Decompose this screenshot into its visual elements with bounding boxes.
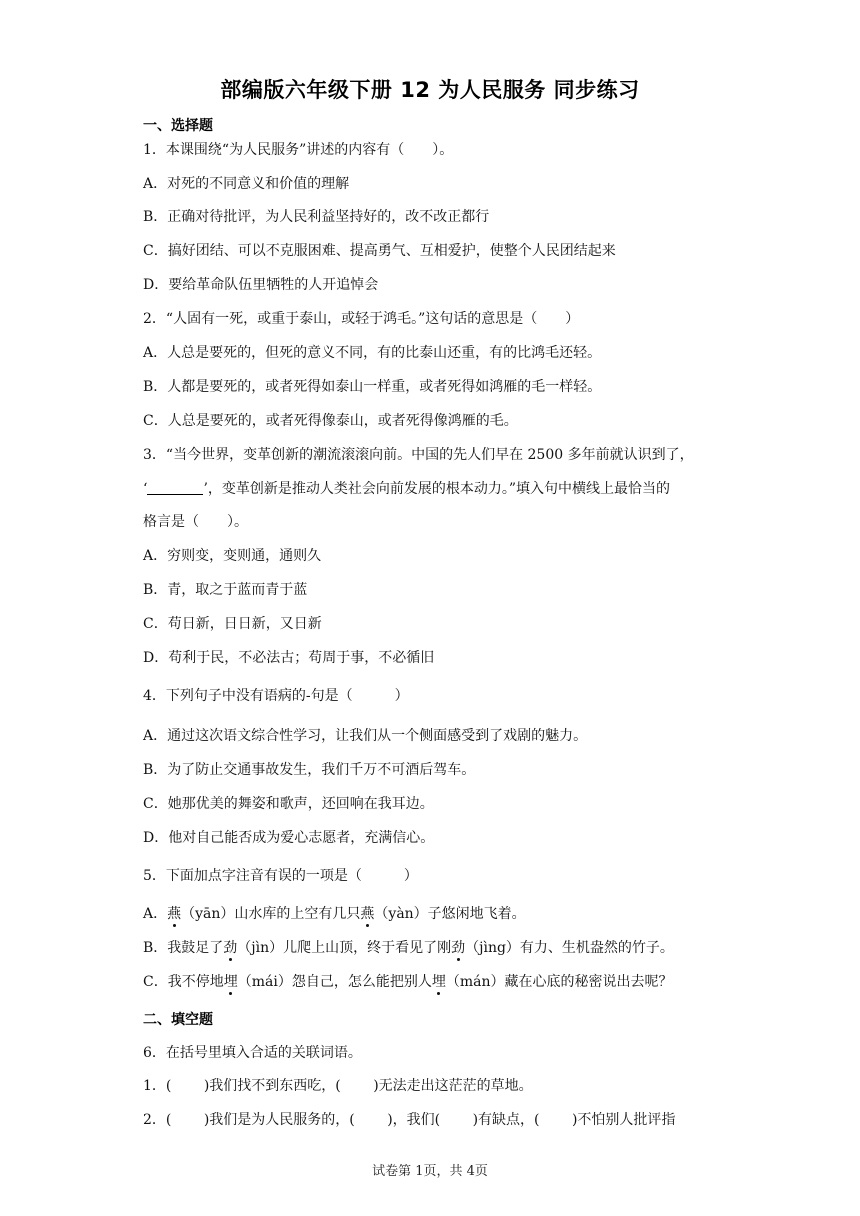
- question-1-option-c: C．搞好团结、可以不克服困难、提高勇气、互相爱护，使整个人民团结起来: [143, 243, 616, 259]
- question-1-option-a: A．对死的不同意义和价值的理解: [143, 176, 350, 192]
- question-2-option-b: B．人都是要死的，或者死得如泰山一样重，或者死得如鸿雁的毛一样轻。: [143, 379, 602, 395]
- answer-blank: [147, 480, 203, 495]
- question-3-option-a: A．穷则变，变则通，通则久: [143, 548, 322, 564]
- question-4-option-b: B．为了防止交通事故发生，我们千万不可酒后驾车。: [143, 762, 476, 778]
- section-heading-fill: 二、填空题: [143, 1012, 213, 1028]
- question-6-line-2: 2．( )我们是为人民服务的，( )，我们( )有缺点，( )不怕别人批评指: [143, 1112, 676, 1128]
- question-3-stem-line-2-text: ’，变革创新是推动人类社会向前发展的根本动力。”填入句中横线上最恰当的: [203, 481, 671, 497]
- question-2-stem: 2．“人固有一死，或重于泰山，或轻于鸿毛。”这句话的意思是（ ）: [143, 311, 580, 327]
- dotted-character: 埋: [431, 974, 446, 990]
- question-2-option-c: C．人总是要死的，或者死得像泰山，或者死得像鸿雁的毛。: [143, 413, 518, 429]
- dotted-character: 燕: [360, 906, 375, 922]
- dotted-character: 劲: [451, 940, 466, 956]
- question-5-option-c: [143, 972, 672, 992]
- option-text: C．我不停地: [143, 974, 224, 990]
- question-4-option-a: A．通过这次语文综合性学习，让我们从一个侧面感受到了戏剧的魅力。: [143, 728, 588, 744]
- option-text: （jìng）有力、生机盎然的竹子。: [465, 940, 674, 956]
- question-5-option-b: [143, 938, 674, 958]
- page-title: 部编版六年级下册 12 为人民服务 同步练习: [220, 78, 640, 102]
- question-3-stem-line-1: 3．“当今世界，变革创新的潮流滚滚向前。中国的先人们早在 2500 多年前就认识到了，: [143, 447, 694, 463]
- question-1-option-b: B．正确对待批评，为人民利益坚持好的，改不改正都行: [143, 209, 490, 225]
- question-1-stem: 1．本课围绕“为人民服务”讲述的内容有（ ）。: [143, 142, 454, 158]
- option-text: （yān）山水库的上空有几只: [181, 906, 361, 922]
- option-text: B．我鼓足了: [143, 940, 224, 956]
- question-3-stem-line-2: [143, 479, 670, 499]
- section-heading-choice: 一、选择题: [143, 118, 213, 134]
- page-footer: 试卷第 1页，共 4页: [372, 1164, 488, 1179]
- question-2-option-a: A．人总是要死的，但死的意义不同，有的比泰山还重，有的比鸿毛还轻。: [143, 345, 602, 361]
- question-4-option-c: C．她那优美的舞姿和歌声，还回响在我耳边。: [143, 796, 434, 812]
- option-text: A．: [143, 906, 168, 922]
- question-5-stem: 5．下面加点字注音有误的一项是（ ）: [143, 868, 418, 884]
- question-6-line-1: 1．( )我们找不到东西吃，( )无法走出这茫茫的草地。: [143, 1078, 533, 1094]
- option-text: （mái）怨自己，怎么能把别人: [237, 974, 432, 990]
- question-1-option-d: D．要给革命队伍里牺牲的人开追悼会: [143, 277, 379, 293]
- question-5-option-a: [143, 904, 526, 924]
- question-4-option-d: D．他对自己能否成为爱心志愿者，充满信心。: [143, 830, 435, 846]
- dotted-character: 燕: [167, 906, 182, 922]
- option-text: （mán）藏在心底的秘密说出去呢？: [445, 974, 673, 990]
- option-text: （yàn）子悠闲地飞着。: [374, 906, 526, 922]
- question-3-option-b: B．青，取之于蓝而青于蓝: [143, 582, 308, 598]
- question-3-stem-line-3: 格言是（ ）。: [143, 514, 248, 530]
- quote-open: ‘: [143, 481, 148, 497]
- question-3-option-c: C．苟日新，日日新，又日新: [143, 616, 322, 632]
- dotted-character: 劲: [223, 940, 238, 956]
- dotted-character: 埋: [223, 974, 238, 990]
- option-text: （jìn）儿爬上山顶，终于看见了刚: [237, 940, 452, 956]
- question-4-stem: 4．下列句子中没有语病的-句是（ ）: [143, 688, 409, 704]
- question-3-option-d: D．苟利于民，不必法古；苟周于事，不必循旧: [143, 650, 435, 666]
- question-6-stem: 6．在括号里填入合适的关联词语。: [143, 1045, 362, 1061]
